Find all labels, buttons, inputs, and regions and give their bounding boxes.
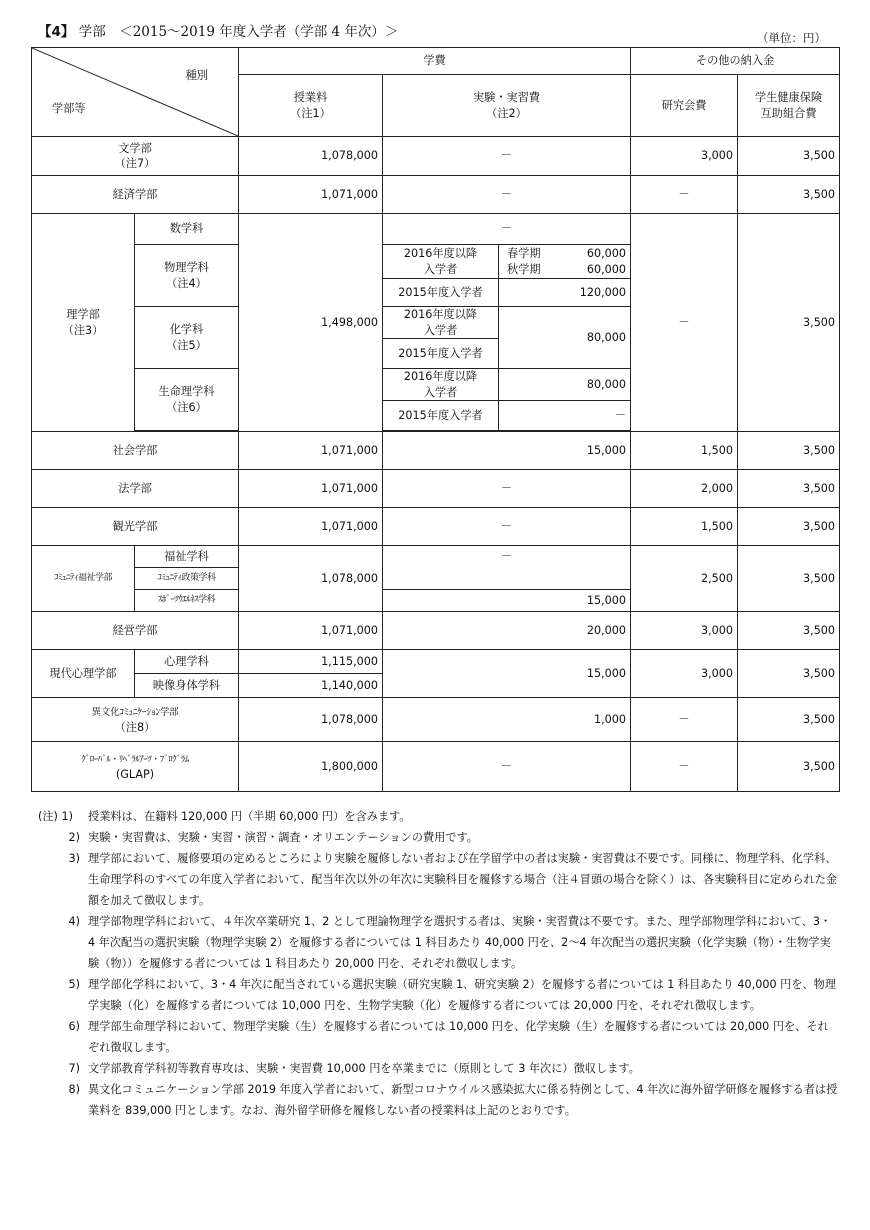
note-item: 8) 異文化コミュニケーション学部 2019 年度入学者において、新型コロナウイルス感染拡大に係る特例として、4 年次に海外留学研修を履修する者は授業料を 839,000 円とします。なお、海外留学研修を履修しない者の授業料は上記のとおりです。	[68, 1083, 838, 1117]
diagonal-line	[32, 48, 238, 136]
health-value: 3,500	[738, 432, 840, 470]
research-value: 1,500	[631, 508, 738, 546]
dept-name: 心理学科	[135, 650, 239, 674]
table-row	[32, 546, 840, 568]
research-value: 2,500	[631, 546, 738, 612]
research-value: －	[631, 698, 738, 742]
table-row	[32, 214, 840, 245]
lab-value: 1,000	[383, 698, 631, 742]
tuition-value: 1,071,000	[239, 432, 383, 470]
lab-value: －	[383, 470, 631, 508]
lab-value: 80,000	[499, 369, 631, 401]
faculty-name: 社会学部	[32, 432, 239, 470]
header-lab-fee: 実験・実習費 （注2）	[383, 75, 631, 137]
tuition-value: 1,078,000	[239, 698, 383, 742]
table-row	[32, 470, 840, 508]
tuition-value: 1,071,000	[239, 470, 383, 508]
table-row	[32, 698, 840, 742]
note-item: 5) 理学部化学科において、3・4 年次に配当されている選択実験（研究実験 1、研究実験 2）を履修する者については 1 科目あたり 40,000 円を、物理学実験（化）を履修する者については 10,000 円を、生物学実験（化）を履修する者については 20,000 円を、それぞれ徴収します。	[68, 978, 837, 1012]
header-diagonal-cell	[32, 48, 239, 137]
lab-value: －	[383, 176, 631, 214]
note-item: 7) 文学部教育学科初等教育専攻は、実験・実習費 10,000 円を卒業までに（原則として 3 年次に）徴収します。	[68, 1062, 640, 1075]
header-health-fee: 学生健康保険 互助組合費	[738, 75, 840, 137]
unit-label: （単位：円）	[757, 31, 826, 45]
lab-value: －	[383, 508, 631, 546]
research-value: －	[631, 214, 738, 432]
year-label: 2016年度以降 入学者	[383, 307, 499, 339]
tuition-value: 1,078,000	[239, 546, 383, 612]
health-value: 3,500	[738, 137, 840, 176]
health-value: 3,500	[738, 214, 840, 432]
dept-name: 化学科 （注5）	[135, 307, 239, 369]
header-faculty: 学部等	[52, 101, 86, 115]
research-value: 2,000	[631, 470, 738, 508]
lab-value: －	[499, 401, 631, 431]
faculty-name: 法学部	[32, 470, 239, 508]
year-label: 2015年度入学者	[383, 279, 499, 307]
lab-value: 20,000	[383, 612, 631, 650]
note-item: 2) 実験・実習費は、実験・実習・演習・調査・オリエンテーションの費用です。	[68, 831, 478, 844]
page-title	[38, 20, 398, 40]
research-value: 3,000	[631, 137, 738, 176]
tuition-value: 1,498,000	[239, 214, 383, 432]
research-value: －	[631, 742, 738, 792]
note-item: 3) 理学部において、履修要項の定めるところにより実験を履修しない者および在学留学中の者は実験・実習費は不要です。同様に、物理学科、化学科、生命理学科のすべての年度入学者において、配当年次以外の年次に実験科目を履修する場合（注４冒頭の場合を除く）は、各実験科目に定められた金額を加えて徴収します。	[68, 852, 838, 907]
year-label: 2015年度入学者	[383, 401, 499, 431]
title-text: 学部 ＜2015～2019 年度入学者（学部 4 年次）＞	[78, 24, 399, 40]
table-row	[32, 432, 840, 470]
lab-value: －	[383, 214, 631, 245]
faculty-name: 経済学部	[32, 176, 239, 214]
year-label: 2016年度以降 入学者	[383, 369, 499, 401]
tuition-value: 1,071,000	[239, 508, 383, 546]
tuition-value: 1,071,000	[239, 176, 383, 214]
note-item: 4) 理学部物理学科において、４年次卒業研究 1、2 として理論物理学を選択する者は、実験・実習費は不要です。また、理学部物理学科において、3・4 年次配当の選択実験（物理学実験 2）を履修する者については 1 科目あたり 40,000 円を、2～4 年次配当の選択実験（化学実験（物）・生物学実験（物））を履修する者については 1 科目あたり 20,000 円を、それぞれ徴収します。	[68, 915, 832, 970]
header-kind: 種別	[185, 69, 208, 82]
health-value: 3,500	[738, 176, 840, 214]
faculty-name: ｺﾐｭﾆﾃｨ福祉学部	[32, 546, 135, 612]
health-value: 3,500	[738, 612, 840, 650]
title-number: 【4】	[38, 24, 75, 40]
health-value: 3,500	[738, 546, 840, 612]
dept-name: ｺﾐｭﾆﾃｨ政策学科	[135, 568, 239, 590]
health-value: 3,500	[738, 508, 840, 546]
dept-name: 生命理学科 （注6）	[135, 369, 239, 431]
table-row	[32, 176, 840, 214]
faculty-name: 経営学部	[32, 612, 239, 650]
dept-name: 福祉学科	[135, 546, 239, 568]
table-row	[32, 742, 840, 792]
research-value: 1,500	[631, 432, 738, 470]
lab-value: 15,000	[383, 650, 631, 698]
year-label: 2016年度以降 入学者	[383, 245, 499, 279]
health-value: 3,500	[738, 650, 840, 698]
header-tuition: 授業料 （注1）	[239, 75, 383, 137]
table-row	[32, 508, 840, 546]
health-value: 3,500	[738, 742, 840, 792]
lab-value: 120,000	[499, 279, 631, 307]
tuition-value: 1,140,000	[239, 674, 383, 698]
note-item: (注) 1) 授業料は、在籍料 120,000 円（半期 60,000 円）を含みます。	[38, 810, 411, 823]
lab-value: －	[383, 137, 631, 176]
dept-name: 映像身体学科	[135, 674, 239, 698]
faculty-name: 観光学部	[32, 508, 239, 546]
lab-value: 15,000	[383, 432, 631, 470]
research-value: 3,000	[631, 612, 738, 650]
dept-name: 数学科	[135, 214, 239, 245]
table-row	[32, 650, 840, 674]
faculty-name: 現代心理学部	[32, 650, 135, 698]
lab-value: 15,000	[383, 590, 631, 612]
table-row	[32, 612, 840, 650]
header-research-fee: 研究会費	[631, 75, 738, 137]
notes-section	[38, 806, 838, 1121]
dept-name: ｽﾎﾟｰﾂｳｴﾙﾈｽ学科	[135, 590, 239, 612]
lab-value: －	[383, 546, 631, 590]
header-other-group: その他の納入金	[631, 48, 840, 75]
health-value: 3,500	[738, 698, 840, 742]
lab-value: 80,000	[499, 307, 631, 369]
year-label: 2015年度入学者	[383, 339, 499, 369]
health-value: 3,500	[738, 470, 840, 508]
tuition-value: 1,071,000	[239, 612, 383, 650]
tuition-value: 1,800,000	[239, 742, 383, 792]
header-tuition-group: 学費	[239, 48, 631, 75]
lab-value: －	[383, 742, 631, 792]
fee-table	[31, 47, 840, 792]
note-item: 6) 理学部生命理学科において、物理学実験（生）を履修する者については 10,000 円を、化学実験（生）を履修する者については 20,000 円を、それぞれ徴収します。	[68, 1020, 829, 1054]
faculty-name: 文学部 （注7）	[32, 137, 239, 176]
research-value: －	[631, 176, 738, 214]
semester-values: 春学期 60,000 秋学期 60,000	[499, 245, 631, 279]
faculty-name: 理学部 （注3）	[32, 214, 135, 432]
dept-name: 物理学科 （注4）	[135, 245, 239, 307]
tuition-value: 1,078,000	[239, 137, 383, 176]
table-row	[32, 137, 840, 176]
tuition-value: 1,115,000	[239, 650, 383, 674]
research-value: 3,000	[631, 650, 738, 698]
faculty-name: 異文化ｺﾐｭﾆｹｰｼｮﾝ学部 （注8）	[32, 698, 239, 742]
faculty-name: ｸﾞﾛｰﾊﾞﾙ・ﾘﾍﾞﾗﾙｱｰﾂ・ﾌﾟﾛｸﾞﾗﾑ (GLAP)	[32, 742, 239, 792]
